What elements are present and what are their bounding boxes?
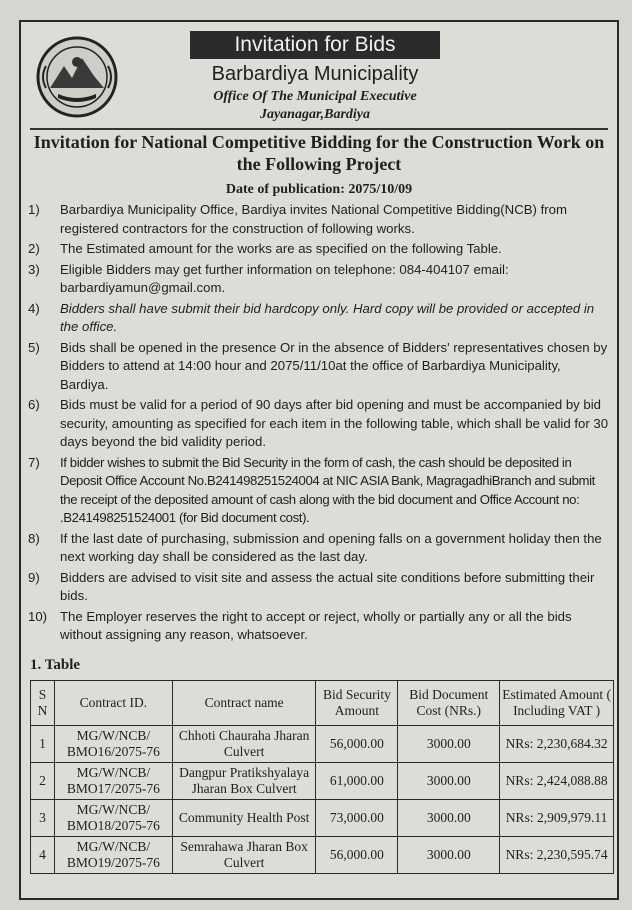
clause-text: Bids shall be opened in the presence Or in the absence of Bidders' representatives chosen by Bidders to attend at 14:00 hour and 2075/11/10at the office of Barbardiya Municipality, Bardiya.: [60, 339, 608, 392]
clause-number: 10): [28, 608, 48, 624]
notice-heading: Invitation for National Competitive Bidding for the Construction Work on the Following Project: [33, 132, 605, 174]
clause-number: 3): [28, 261, 40, 277]
clause-item: [28, 201, 610, 238]
cell-estimate: NRs: 2,424,088.88: [500, 763, 614, 800]
header-divider: [30, 128, 608, 130]
cell-bid-security: 61,000.00: [316, 763, 398, 800]
cell-sn: 3: [31, 800, 55, 837]
table-header-row: [31, 681, 614, 726]
cell-doc-cost: 3000.00: [398, 837, 500, 874]
cell-contract-id: MG/W/NCB/ BMO16/2075-76: [54, 726, 172, 763]
clause-item: [28, 396, 610, 452]
cell-contract-id: MG/W/NCB/ BMO19/2075-76: [54, 837, 172, 874]
clause-item: [28, 569, 610, 606]
table-row: [31, 763, 614, 800]
cell-doc-cost: 3000.00: [398, 800, 500, 837]
clause-item: [28, 261, 610, 298]
clause-text: If bidder wishes to submit the Bid Security in the form of cash, the cash should be deposited in Deposit Office Account No.B241498251524004 at NIC ASIA Bank, MagragadhiBranch and submit the receipt of the deposited amount of cash along with the bid document and Office Account no: .B241498251524001 (for Bid document cost).: [60, 454, 595, 525]
clause-text: If the last date of purchasing, submission and opening falls on a government holiday then the next working day shall be considered as the last day.: [60, 530, 602, 564]
publication-date: Date of publication: 2075/10/09: [225, 182, 413, 197]
clause-text: Bids must be valid for a period of 90 days after bid opening and must be accompanied by bid security, amounting as specified for each item in the following table, which shall be valid for 30 days beyond the bid validity period.: [60, 397, 609, 449]
table-row: [31, 800, 614, 837]
clause-number: 8): [28, 530, 40, 546]
bids-table: [30, 680, 614, 874]
clause-number: 2): [28, 241, 40, 256]
government-emblem-icon: [36, 36, 118, 118]
cell-sn: 4: [31, 837, 55, 874]
column-header-bid-security: Bid Security Amount: [316, 681, 398, 726]
table-label: 1. Table: [30, 657, 81, 673]
cell-contract-id: MG/W/NCB/ BMO17/2075-76: [54, 763, 172, 800]
cell-bid-security: 56,000.00: [316, 726, 398, 763]
column-header-doc-cost: Bid Document Cost (NRs.): [398, 681, 500, 726]
cell-estimate: NRs: 2,230,595.74: [500, 837, 614, 874]
cell-contract-id: MG/W/NCB/ BMO18/2075-76: [54, 800, 172, 837]
clause-item: [28, 300, 610, 337]
clause-item: [28, 454, 610, 528]
clause-item: [28, 240, 610, 259]
office-name: Office Of The Municipal Executive: [213, 89, 417, 104]
clause-text: Bidders shall have submit their bid hardcopy only. Hard copy will be provided or accepted in the office.: [60, 300, 595, 334]
clause-item: [28, 530, 610, 567]
cell-contract-name: Semrahawa Jharan Box Culvert: [172, 837, 316, 874]
cell-bid-security: 56,000.00: [316, 837, 398, 874]
column-header-contract-name: Contract name: [172, 681, 316, 726]
clause-number: 7): [28, 454, 40, 470]
clause-number: 1): [28, 202, 40, 217]
cell-doc-cost: 3000.00: [398, 763, 500, 800]
table-row: [31, 837, 614, 874]
organization-name: Barbardiya Municipality: [211, 63, 419, 85]
cell-sn: 2: [31, 763, 55, 800]
clause-number: 9): [28, 569, 40, 585]
clause-list: [28, 201, 610, 647]
clause-text: Barbardiya Municipality Office, Bardiya invites National Competitive Bidding(NCB) from registered contractors for the construction of following works.: [60, 202, 567, 236]
cell-bid-security: 73,000.00: [316, 800, 398, 837]
table-row: [31, 726, 614, 763]
office-location: Jayanagar,Bardiya: [259, 107, 371, 122]
column-header-estimate: Estimated Amount ( Including VAT ): [500, 681, 614, 726]
column-header-contract-id: Contract ID.: [54, 681, 172, 726]
cell-estimate: NRs: 2,230,684.32: [500, 726, 614, 763]
cell-sn: 1: [31, 726, 55, 763]
cell-doc-cost: 3000.00: [398, 726, 500, 763]
clause-text: The Estimated amount for the works are as specified on the following Table.: [60, 241, 502, 256]
cell-contract-name: Chhoti Chauraha Jharan Culvert: [172, 726, 316, 763]
column-header-sn: S N: [31, 681, 55, 726]
cell-estimate: NRs: 2,909,979.11: [500, 800, 614, 837]
clause-item: [28, 339, 610, 395]
notice-title: Invitation for Bids: [190, 31, 440, 59]
clause-text: Bidders are advised to visit site and assess the actual site conditions before submitting their bids.: [60, 569, 595, 603]
clause-text: The Employer reserves the right to accept or reject, wholly or partially any or all the bids without assigning any reason, whatsoever.: [60, 608, 572, 642]
clause-number: 4): [28, 300, 40, 316]
clause-number: 5): [28, 339, 40, 355]
clause-number: 6): [28, 397, 40, 412]
clause-text: Eligible Bidders may get further information on telephone: 084-404107 email: barbardiyamun@gmail.com.: [60, 261, 509, 295]
clause-item: [28, 608, 610, 645]
cell-contract-name: Dangpur Pratikshyalaya Jharan Box Culvert: [172, 763, 316, 800]
cell-contract-name: Community Health Post: [172, 800, 316, 837]
